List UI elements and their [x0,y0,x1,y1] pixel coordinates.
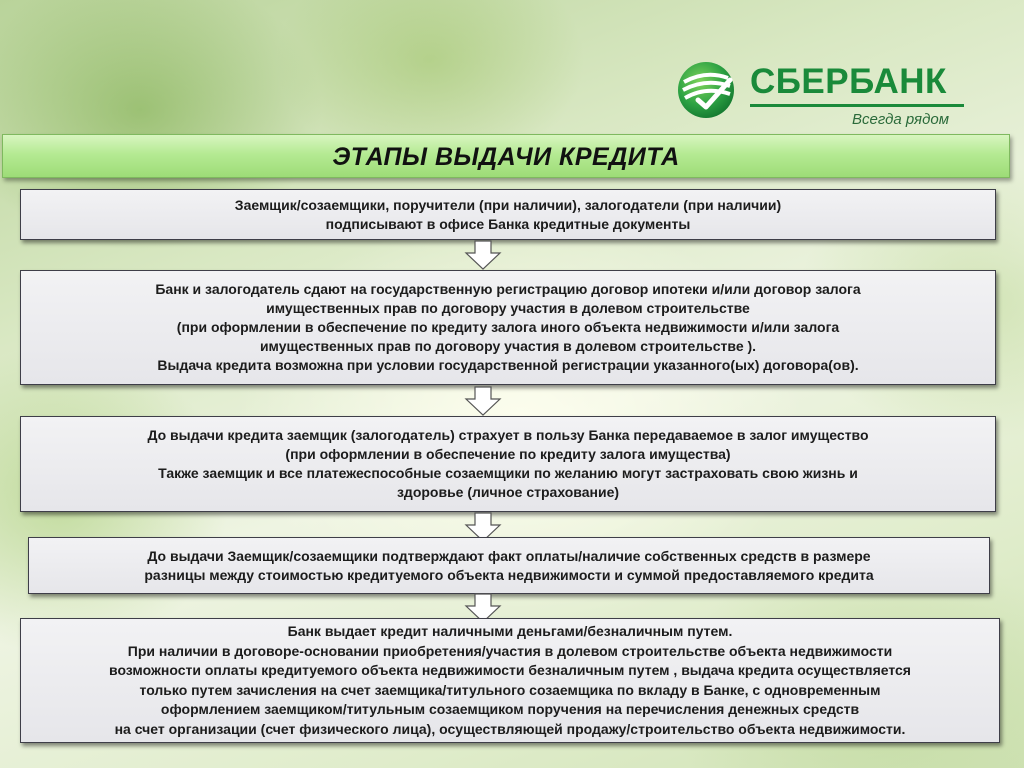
step-text-line: (при оформлении в обеспечение по кредиту залога иного объекта недвижимости и/или залога [176,319,840,335]
step-text-line: разницы между стоимостью кредитуемого объекта недвижимости и суммой предоставляемого кредита [144,566,874,583]
step-text-line: здоровье (личное страхование) [396,484,620,500]
step-text-line: При наличии в договоре-основании приобретения/участия в долевом строительстве объекта недвижимости [127,642,893,659]
sberbank-logo-icon [676,60,736,120]
brand-tagline: Всегда рядом [852,111,949,128]
brand-underline [750,104,964,107]
step-text-line: оформлением заемщиком/титульным созаемщиком поручения на перечисления денежных средств [160,701,860,717]
step-text-line: подписывают в офисе Банка кредитные документы [325,215,691,232]
sberbank-logo [672,56,972,136]
step-2-box [20,270,996,385]
step-text-line: на счет организации (счет физического лица), осуществляющей продажу/строительство объекта недвижимости. [114,720,906,737]
step-3-box [20,416,996,512]
step-text-line: Заемщик/созаемщики, поручители (при наличии), залогодатели (при наличии) [234,196,782,213]
title-bar [2,134,1010,178]
step-text-line: Также заемщик и все платежеспособные созаемщики по желанию могут застраховать свою жизнь и [158,465,858,481]
down-arrow-icon [464,240,502,270]
step-text-line: Банк выдает кредит наличными деньгами/безналичным путем. [287,623,733,639]
step-text-line: только путем зачисления на счет заемщика/титульного созаемщика по вкладу в Банке, с одновременным [139,681,881,698]
step-5-box [20,618,1000,743]
step-4-box [28,537,990,594]
step-text-line: имущественных прав по договору участия в долевом строительстве ). [259,338,757,354]
brand-name: СБЕРБАНК [750,62,947,101]
step-text-line: До выдачи кредита заемщик (залогодатель) страхует в пользу Банка передаваемое в залог имущество [147,427,869,443]
step-text-line: До выдачи Заемщик/созаемщики подтверждают факт оплаты/наличие собственных средств в размере [147,547,871,564]
step-text-line: (при оформлении в обеспечение по кредиту залога имущества) [285,446,731,462]
step-1-box [20,189,996,240]
page-title: ЭТАПЫ ВЫДАЧИ КРЕДИТА [332,143,680,171]
step-text-line: Банк и залогодатель сдают на государственную регистрацию договор ипотеки и/или договор залога [155,281,861,297]
down-arrow-icon [464,386,502,416]
step-text-line: возможности оплаты кредитуемого объекта недвижимости безналичным путем , выдача кредита осуществляется [109,662,911,678]
step-text-line: Выдача кредита возможна при условии государственной регистрации указанного(ых) договора(ов). [157,357,859,373]
step-text-line: имущественных прав по договору участия в долевом строительстве [266,300,750,316]
